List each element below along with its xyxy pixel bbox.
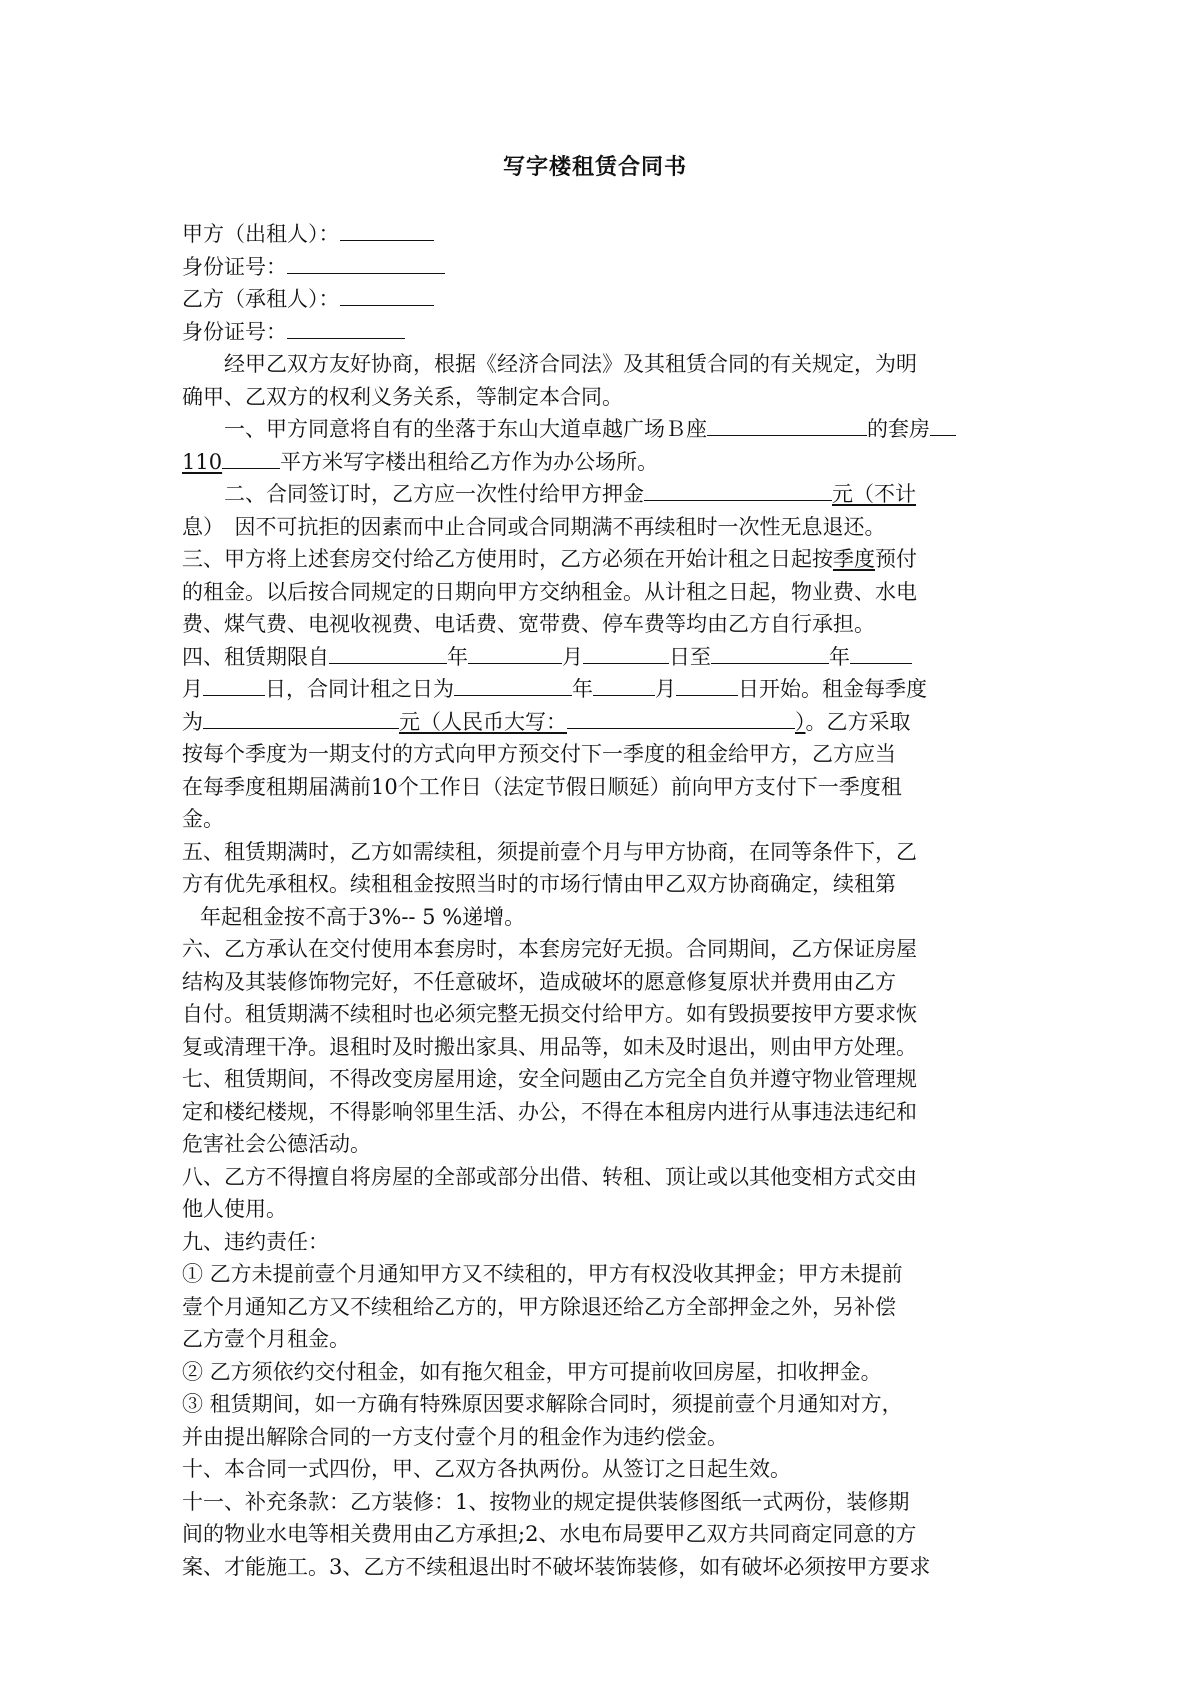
clause-6-line-3: 自付。租赁期满不续租时也必须完整无损交付给甲方。如有毁损要按甲方要求恢: [182, 1002, 917, 1026]
clause-4-line-5: 在每季度租期届满前10个工作日（法定节假日顺延）前向甲方支付下一季度租: [182, 774, 902, 799]
clause-2-line-2: 息） 因不可抗拒的因素而中止合同或合同期满不再续租时一次性无息退还。: [182, 514, 886, 539]
lessee-id-label: 身份证号：: [182, 319, 287, 344]
clause-1-text-a: 一、甲方同意将自有的坐落于东山大道卓越广场Ｂ座: [224, 417, 707, 441]
clause-9-item-3-line-1: ③ 租赁期间，如一方确有特殊原因要求解除合同时，须提前壹个月通知对方，: [182, 1392, 903, 1416]
lessee-blank: [340, 283, 434, 306]
clause-4-line-3: [182, 706, 1012, 739]
rent-start-day-blank: [676, 673, 738, 696]
clause-7-line-1: 七、租赁期间，不得改变房屋用途，安全问题由乙方完全自负并遵守物业管理规: [182, 1067, 917, 1091]
rent-words-blank: [567, 706, 795, 729]
clause-9-item-2: ② 乙方须依约交付租金，如有拖欠租金，甲方可提前收回房屋，扣收押金。: [182, 1359, 882, 1384]
clause-9-item-1-line-2: 壹个月通知乙方又不续租给乙方的，甲方除退还给乙方全部押金之外，另补偿: [182, 1294, 896, 1319]
intro-line-1: 经甲乙双方友好协商，根据《经济合同法》及其租赁合同的有关规定，为明: [224, 352, 917, 376]
clause-11-line-2: 间的物业水电等相关费用由乙方承担;2、水电布局要甲乙双方共同商定同意的方: [182, 1522, 917, 1546]
clause-10: 十、本合同一式四份，甲、乙双方各执两份。从签订之日起生效。: [182, 1457, 791, 1481]
clause-1-line-2: [182, 446, 1012, 479]
lessor-id-label: 身份证号：: [182, 254, 287, 279]
clause-4-text-c: 日开始。租金每季度: [738, 677, 927, 701]
end-month-blank: [850, 641, 912, 664]
clause-2-text-a: 二、合同签订时，乙方应一次性付给甲方押金: [224, 482, 644, 506]
rent-start-year-blank: [454, 673, 572, 696]
year-label: 年: [447, 644, 468, 669]
clause-11-line-3: 案、才能施工。3、乙方不续租退出时不破坏装饰装修，如有破坏必须按甲方要求: [182, 1554, 931, 1579]
clause-2-line-1: [182, 478, 1012, 511]
rent-amount-blank: [203, 706, 399, 729]
clause-3-line-2: 的租金。以后按合同规定的日期向甲方交纳租金。从计租之日起，物业费、水电: [182, 579, 917, 604]
clause-3-text-a: 三、甲方将上述套房交付给乙方使用时，乙方必须在开始计租之日起按: [182, 547, 833, 571]
lessee-id-line: [182, 316, 1012, 349]
lessee-line: [182, 283, 1012, 316]
clause-7-line-3: 危害社会公德活动。: [182, 1132, 371, 1156]
lessee-label: 乙方（承租人）：: [182, 287, 340, 311]
day-to-label: 日至: [669, 644, 711, 669]
area-value: 110: [182, 449, 223, 474]
month-label: 月: [655, 677, 676, 701]
start-month-blank: [468, 641, 562, 664]
clause-4-line-6: 金。: [182, 807, 224, 831]
clause-9-item-1-line-3: 乙方壹个月租金。: [182, 1327, 350, 1351]
lessor-id-line: [182, 251, 1012, 284]
clause-5-line-2: 方有优先承租权。续租租金按照当时的市场行情由甲乙双方协商确定，续租第: [182, 872, 896, 896]
start-year-blank: [329, 641, 447, 664]
clause-6-line-4: 复或清理干净。退租时及时搬出家具、用品等，如未及时退出，则由甲方处理。: [182, 1034, 917, 1059]
document-title: 写字楼租赁合同书: [502, 154, 687, 180]
clause-7-line-2: 定和楼纪楼规，不得影响邻里生活、办公，不得在本租房内进行从事违法违纪和: [182, 1099, 917, 1124]
clause-5-line-3: 年起租金按不高于3%-- 5 %递增。: [200, 904, 526, 929]
end-day-blank: [203, 673, 265, 696]
clause-3-text-b: 预付: [875, 547, 917, 571]
unit-blank-tail: [930, 413, 956, 436]
year-label: 年: [829, 644, 850, 669]
clause-1-line-1: [182, 413, 1012, 446]
clause-4-line-2: [182, 673, 1012, 706]
unit-blank: [707, 413, 867, 436]
area-blank: [222, 446, 280, 469]
clause-4-line-4: 按每个季度为一期支付的方式向甲方预交付下一季度的租金给甲方，乙方应当: [182, 742, 896, 766]
clause-9-item-3-line-2: 并由提出解除合同的一方支付壹个月的租金作为违约偿金。: [182, 1424, 728, 1449]
lessor-line: [182, 218, 1012, 251]
month-label: 月: [182, 677, 203, 701]
year-label: 年: [572, 677, 593, 701]
clause-4-text-b: 日，合同计租之日为: [265, 677, 454, 701]
intro-line-2: 确甲、乙双方的权利义务关系，等制定本合同。: [182, 384, 623, 409]
contract-body: [182, 218, 1012, 1583]
clause-8-line-2: 他人使用。: [182, 1197, 287, 1221]
clause-3-line-3: 费、煤气费、电视收视费、电话费、宽带费、停车费等均由乙方自行承担。: [182, 612, 875, 636]
clause-3-line-1: [182, 543, 1012, 576]
deposit-blank: [644, 478, 832, 501]
lessee-id-blank: [287, 316, 405, 339]
clause-2-text-b: 元（不计: [832, 482, 916, 506]
lessor-blank: [340, 218, 434, 241]
clause-6-line-1: 六、乙方承认在交付使用本套房时，本套房完好无损。合同期间，乙方保证房屋: [182, 937, 917, 961]
clause-4-text-g: 。乙方采取: [805, 709, 911, 734]
end-year-blank: [711, 641, 829, 664]
clause-1-text-c: 平方米写字楼出租给乙方作为办公场所。: [280, 449, 659, 474]
lessor-label: 甲方（出租人）：: [182, 222, 340, 246]
clause-4-text-d: 为: [182, 709, 203, 734]
clause-8-line-1: 八、乙方不得擅自将房屋的全部或部分出借、转租、顶让或以其他变相方式交由: [182, 1164, 917, 1189]
clause-9-heading: 九、违约责任：: [182, 1229, 329, 1254]
clause-1-text-b: 的套房: [867, 417, 930, 441]
clause-11-line-1: 十一、补充条款：乙方装修：1、按物业的规定提供装修图纸一式两份，装修期: [182, 1489, 910, 1514]
month-label: 月: [562, 644, 583, 669]
clause-4-text-a: 四、租赁期限自: [182, 644, 329, 669]
clause-4-text-f: ）: [795, 709, 806, 734]
clause-4-line-1: [182, 641, 1012, 674]
quarter-term: 季度: [833, 547, 875, 571]
clause-9-item-1-line-1: ① 乙方未提前壹个月通知甲方又不续租的，甲方有权没收其押金；甲方未提前: [182, 1262, 903, 1286]
lessor-id-blank: [287, 251, 445, 274]
clause-6-line-2: 结构及其装修饰物完好，不任意破坏，造成破坏的愿意修复原状并费用由乙方: [182, 969, 896, 994]
start-day-blank: [583, 641, 669, 664]
rent-start-month-blank: [593, 673, 655, 696]
clause-5-line-1: 五、租赁期满时，乙方如需续租，须提前壹个月与甲方协商，在同等条件下，乙: [182, 839, 917, 864]
clause-4-text-e: 元（人民币大写：: [399, 709, 567, 734]
